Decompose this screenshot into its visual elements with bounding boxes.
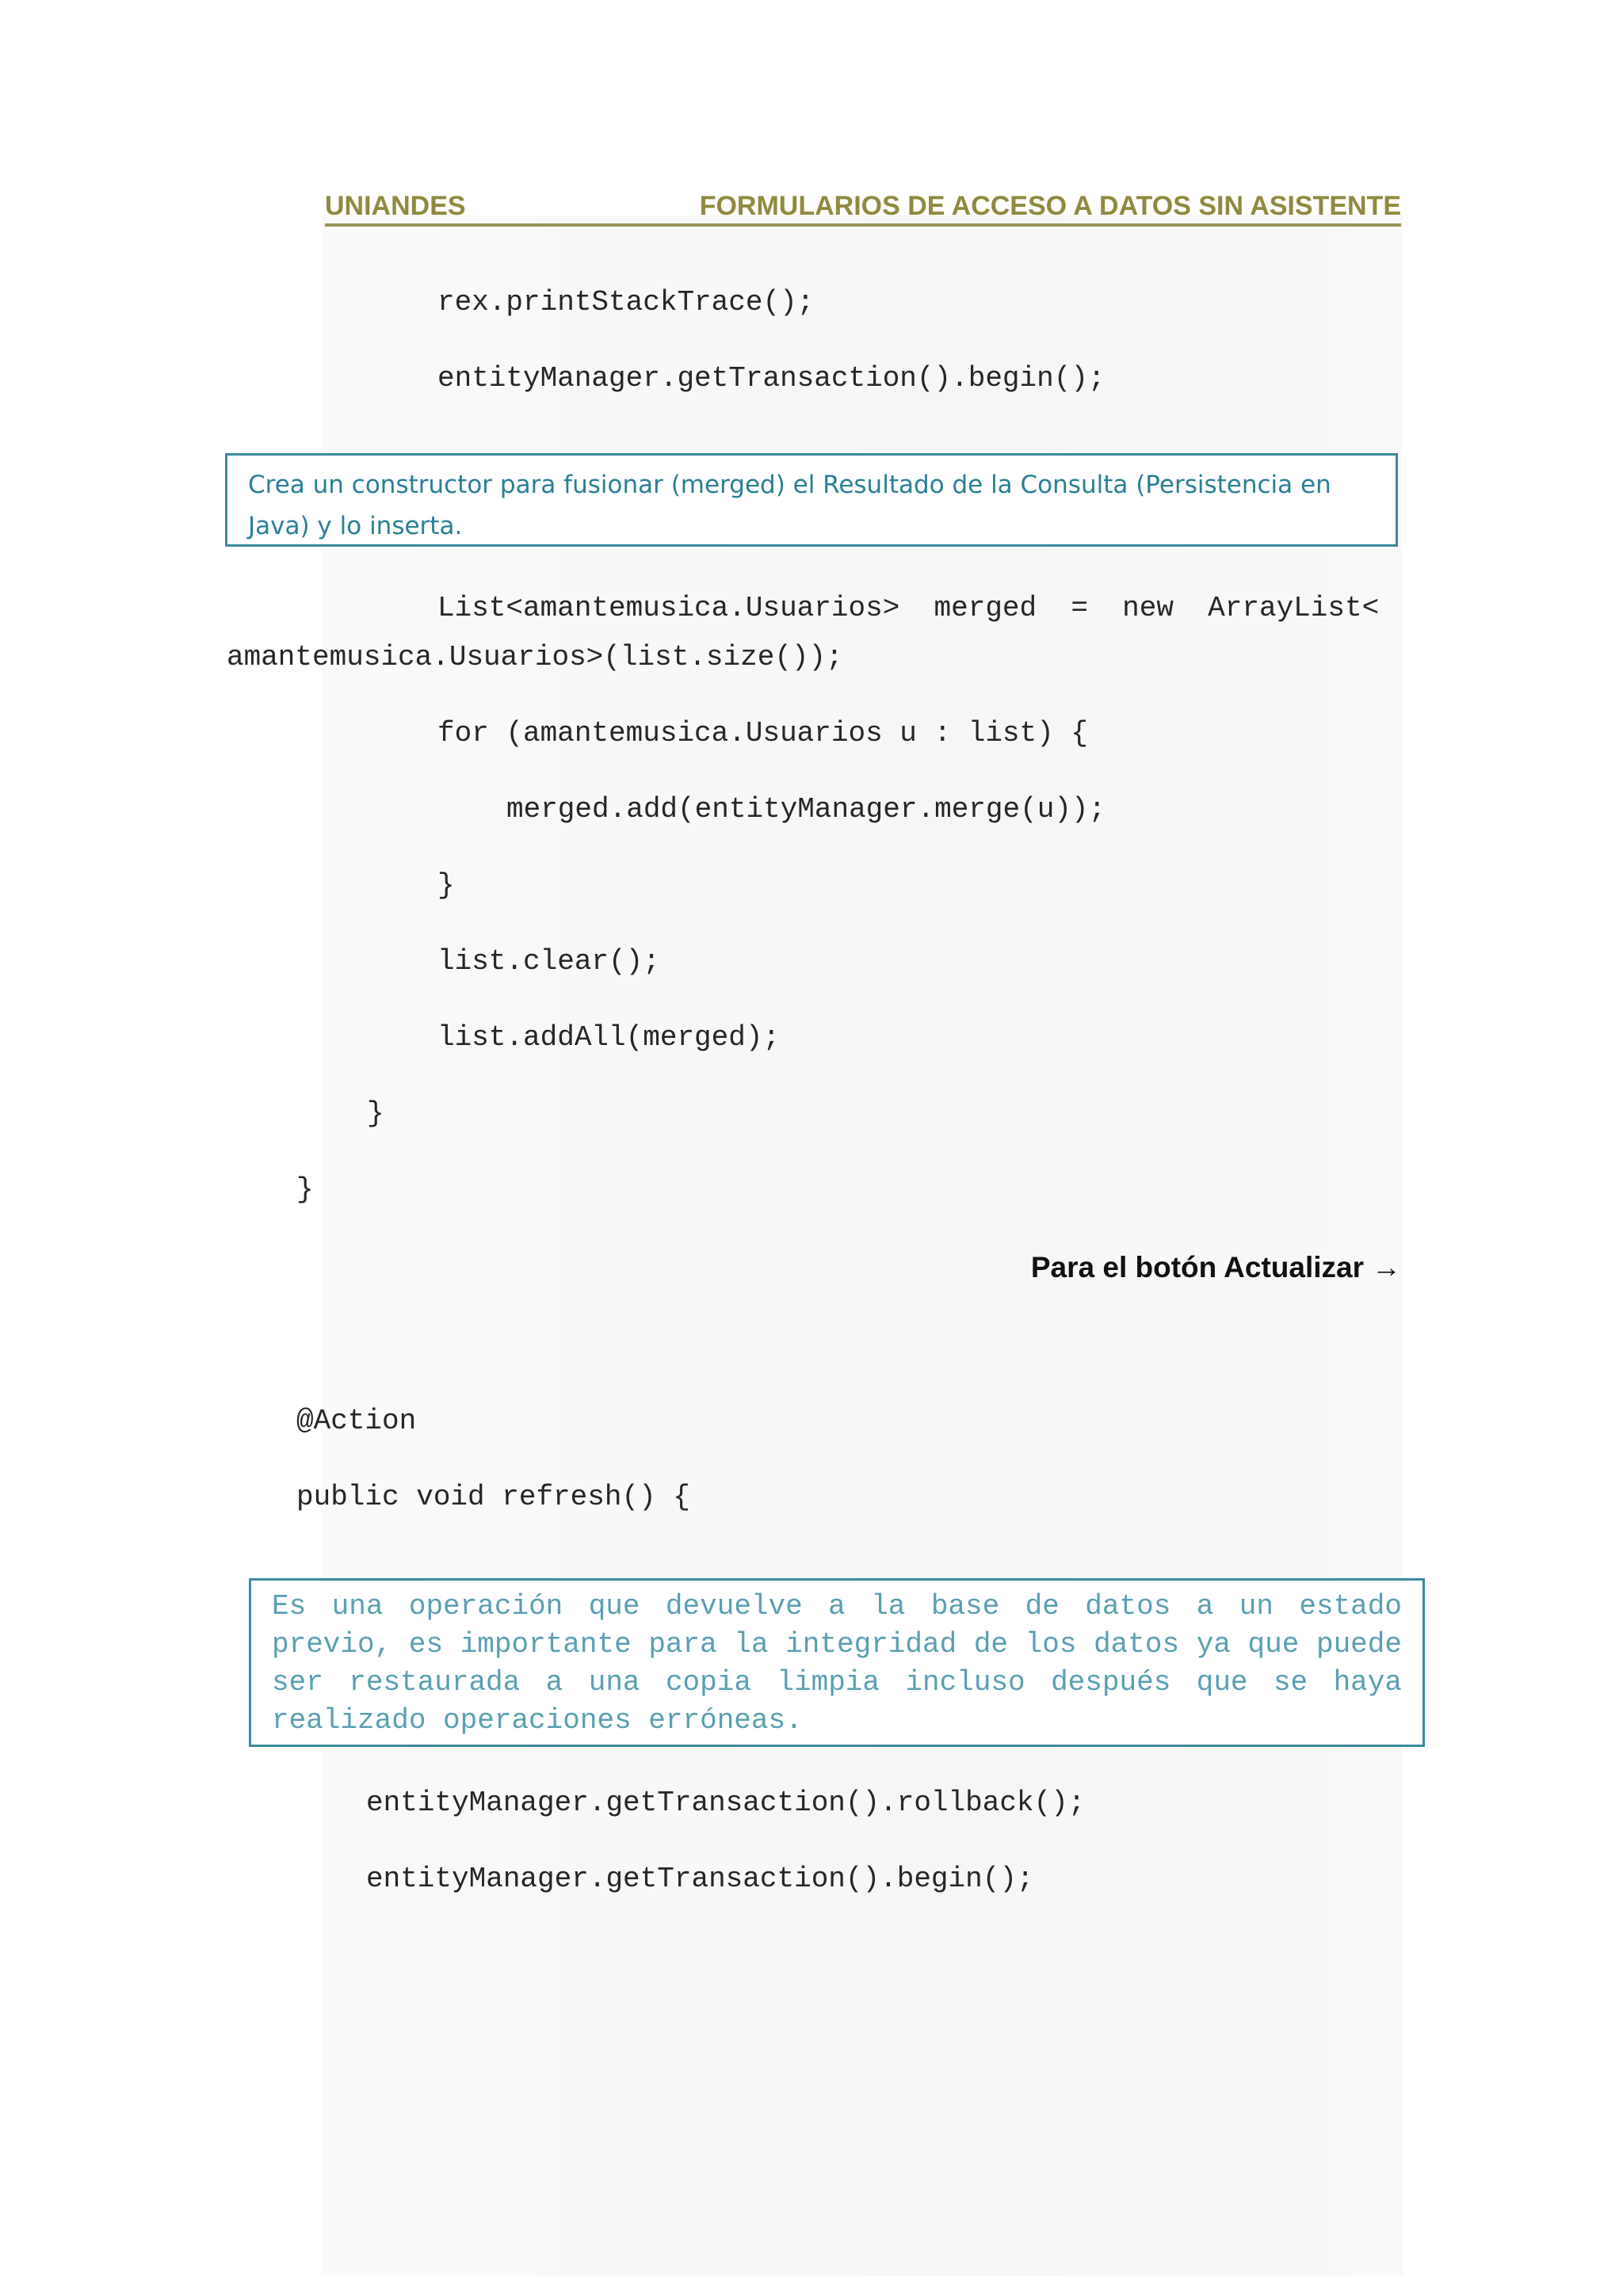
- code-line: entityManager.getTransaction().begin();: [366, 1863, 1034, 1895]
- code-line: merged.add(entityManager.merge(u));: [506, 793, 1106, 826]
- code-line: entityManager.getTransaction().rollback();: [366, 1787, 1086, 1819]
- page-header: [325, 189, 1401, 227]
- code-line: }: [367, 1097, 384, 1130]
- code-line: public void refresh() {: [296, 1481, 690, 1513]
- section-label-text: Para el botón Actualizar: [1030, 1251, 1364, 1283]
- code-line: list.clear();: [437, 945, 660, 978]
- code-line: rex.printStackTrace();: [437, 286, 815, 318]
- header-document-title: FORMULARIOS DE ACCESO A DATOS SIN ASISTENTE: [699, 191, 1401, 221]
- comment-box-merge: Crea un constructor para fusionar (merged) el Resultado de la Consulta (Persistencia en Java) y lo inserta.: [225, 453, 1398, 547]
- arrow-right-icon: →: [1372, 1251, 1401, 1283]
- code-line: for (amantemusica.Usuarios u : list) {: [437, 717, 1088, 749]
- comment-box-rollback: Es una operación que devuelve a la base de datos a un estado previo, es importante para la integridad de los datos ya que puede ser restaurada a una copia limpia incluso después que se haya realizado operaciones erróneas.: [249, 1578, 1425, 1747]
- code-line: }: [437, 869, 455, 902]
- code-line: amantemusica.Usuarios>(list.size());: [227, 641, 843, 673]
- code-line: list.addAll(merged);: [437, 1021, 781, 1054]
- code-line: @Action: [296, 1405, 417, 1437]
- code-line: }: [296, 1173, 314, 1206]
- header-institution: UNIANDES: [325, 191, 466, 221]
- code-line: List<amantemusica.Usuarios> merged = new ArrayList<: [437, 592, 1380, 624]
- section-label-refresh-button: [1031, 1249, 1401, 1286]
- code-line: entityManager.getTransaction().begin();: [437, 362, 1106, 395]
